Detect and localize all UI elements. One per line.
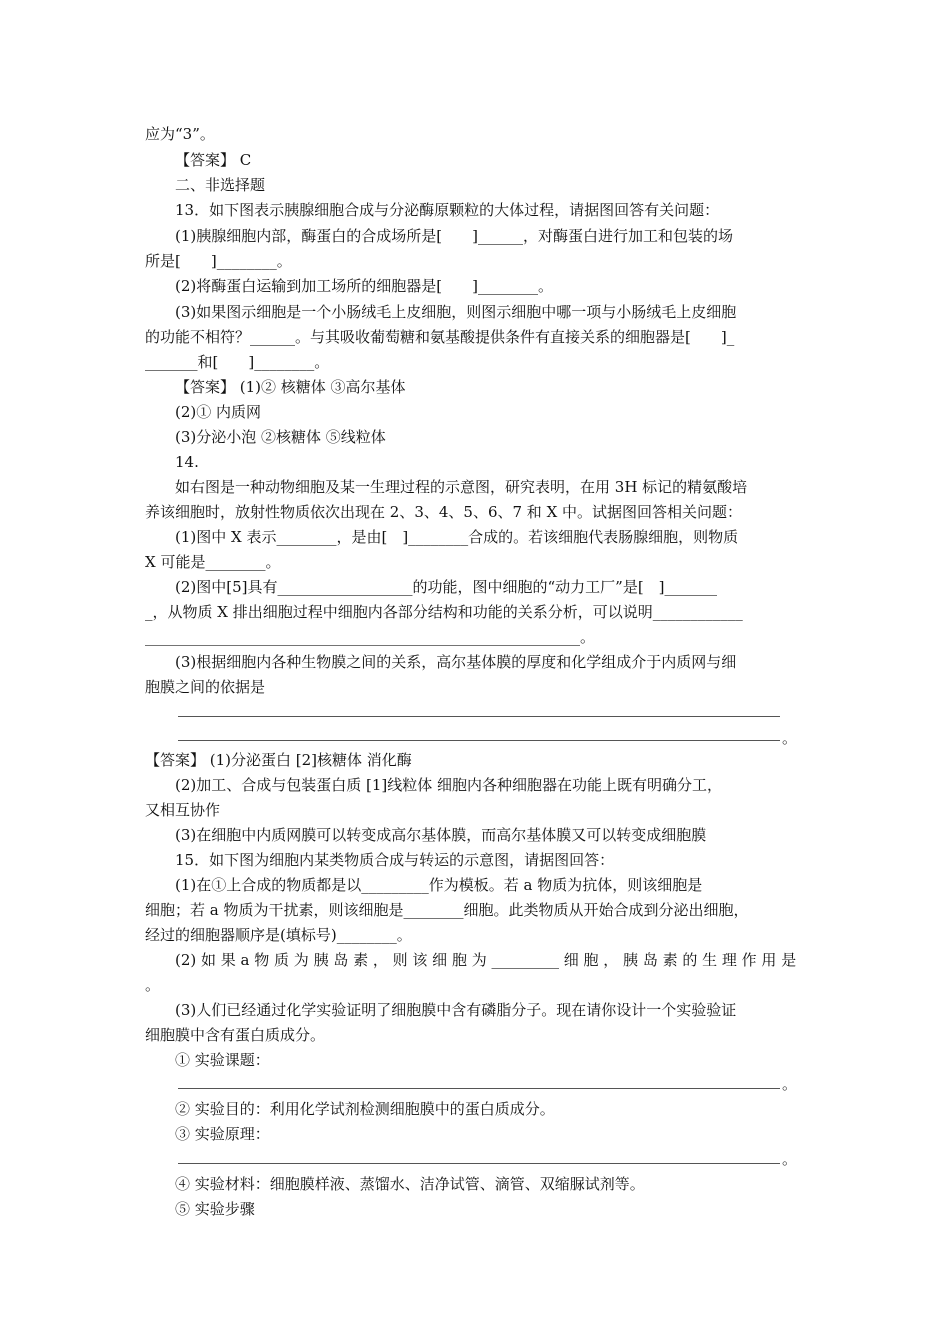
text-line: 经过的细胞器顺序是(填标号)________。: [145, 926, 412, 944]
text-line: (3)如果图示细胞是一个小肠绒毛上皮细胞，则图示细胞中哪一项与小肠绒毛上皮细胞: [175, 303, 737, 321]
text-line: 养该细胞时，放射性物质依次出现在 2、3、4、5、6、7 和 X 中。试据图回答相关问题：: [145, 503, 743, 521]
period-mark: 。: [782, 1150, 798, 1168]
answer-blank-line: [178, 1163, 780, 1164]
question-14: 14.: [175, 453, 199, 471]
answer-line: 【答案】 (1)② 核糖体 ③高尔基体: [175, 378, 406, 396]
answer-line: (2)加工、合成与包装蛋白质 [1]线粒体 细胞内各种细胞器在功能上既有明确分工，: [175, 776, 723, 794]
answer-line: (3)在细胞中内质网膜可以转变成高尔基体膜，而高尔基体膜又可以转变成细胞膜: [175, 826, 707, 844]
experiment-item: ④ 实验材料：细胞膜样液、蒸馏水、洁净试管、滴管、双缩脲试剂等。: [175, 1175, 645, 1193]
period-mark: 。: [782, 1075, 798, 1093]
text-line: 的功能不相符？______。与其吸收葡萄糖和氨基酸提供条件有直接关系的细胞器是[ ]_: [145, 328, 735, 346]
text-line: (2)图中[5]具有__________________的功能，图中细胞的“动力工厂”是[ ]_______: [175, 578, 718, 596]
answer-blank-line: [178, 716, 780, 717]
text-line: (3)根据细胞内各种生物膜之间的关系，高尔基体膜的厚度和化学组成介于内质网与细: [175, 653, 737, 671]
text-line: 。: [145, 976, 161, 994]
text-line: (1)图中 X 表示________，是由[ ]________合成的。若该细胞代表肠腺细胞，则物质: [175, 528, 739, 546]
text-line: 如右图是一种动物细胞及某一生理过程的示意图，研究表明，在用 3H 标记的精氨酸培: [175, 478, 748, 496]
text-line: 细胞膜中含有蛋白质成分。: [145, 1026, 326, 1044]
answer-blank-line: [178, 1088, 780, 1089]
section-heading: 二、非选择题: [175, 176, 266, 194]
experiment-item: ② 实验目的：利用化学试剂检测细胞膜中的蛋白质成分。: [175, 1100, 555, 1118]
text-line: __________________________________________________________。: [145, 628, 596, 646]
text-line: 应为“3”。: [145, 125, 215, 143]
text-line: (2) 如 果 a 物 质 为 胰 岛 素 ， 则 该 细 胞 为 _________ 细 胞 ， 胰 岛 素 的 生 理 作 用 是: [175, 951, 797, 969]
answer-line: (3)分泌小泡 ②核糖体 ⑤线粒体: [175, 428, 386, 446]
text-line: _，从物质 X 排出细胞过程中细胞内各部分结构和功能的关系分析，可以说明____________: [145, 603, 743, 621]
text-line: 所是[ ]________。: [145, 252, 292, 270]
answer-line: 【答案】 (1)分泌蛋白 [2]核糖体 消化酶: [145, 751, 412, 769]
answer-blank-line: [178, 740, 780, 741]
text-line: (3)人们已经通过化学实验证明了细胞膜中含有磷脂分子。现在请你设计一个实验验证: [175, 1001, 737, 1019]
text-line: 细胞；若 a 物质为干扰素，则该细胞是________细胞。此类物质从开始合成到分泌出细胞，: [145, 901, 749, 919]
text-line: (1)胰腺细胞内部，酶蛋白的合成场所是[ ]______，对酶蛋白进行加工和包装的场: [175, 227, 733, 245]
question-15: 15．如下图为细胞内某类物质合成与转运的示意图，请据图回答：: [175, 851, 615, 869]
period-mark: 。: [782, 729, 798, 747]
answer-line: 又相互协作: [145, 801, 221, 819]
text-line: (1)在①上合成的物质都是以_________作为模板。若 a 物质为抗体，则该细胞是: [175, 876, 703, 894]
text-line: 胞膜之间的依据是: [145, 678, 266, 696]
answer-line: (2)① 内质网: [175, 403, 262, 421]
experiment-item: ⑤ 实验步骤: [175, 1200, 255, 1218]
answer-line: 【答案】 C: [175, 151, 252, 169]
experiment-item: ① 实验课题：: [175, 1051, 270, 1069]
text-line: (2)将酶蛋白运输到加工场所的细胞器是[ ]________。: [175, 277, 553, 295]
text-line: _______和[ ]________。: [145, 353, 330, 371]
text-line: X 可能是________。: [145, 553, 281, 571]
question-13: 13．如下图表示胰腺细胞合成与分泌酶原颗粒的大体过程，请据图回答有关问题：: [175, 201, 720, 219]
experiment-item: ③ 实验原理：: [175, 1125, 270, 1143]
